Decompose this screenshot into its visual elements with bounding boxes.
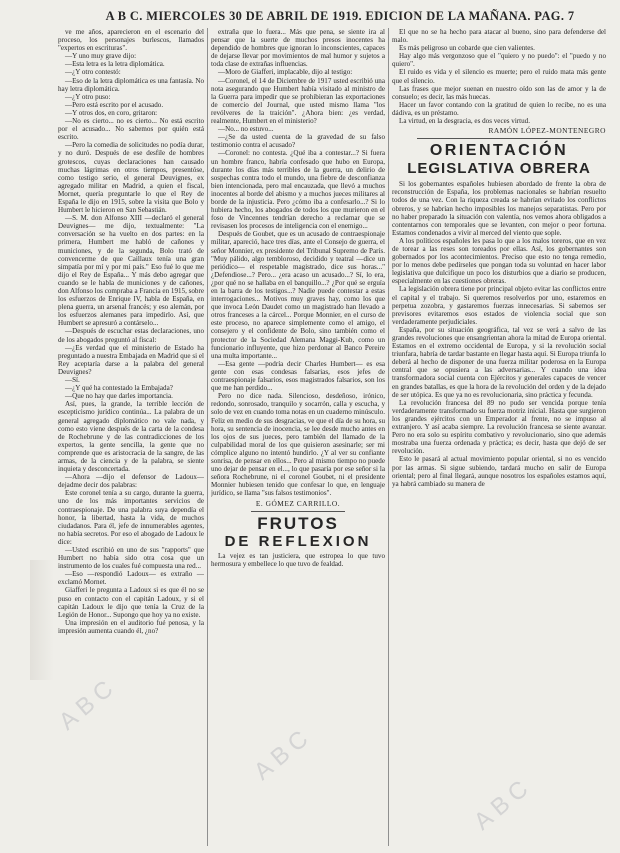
paragraph: España, por su situación geográfica, tal vez se verá a salvo de las grandes revoluciones que ensangrientan ahora la mitad de Europa oriental. Estamos en el extremo occidental de Europa, y si la revolución social triunfara, habría de tardar bastante en llegar hasta aquí. Si Europa triunfa lo deberá al hecho de disponer de una fuerza militar poderosa en la Europa central que se opusiera a las adversarias... Y cuando una idea transformadora social cuenta con Ejércitos y generales capaces de vencer en grandes batallas, es que la hora de la revolución del orden y de la dejado de ser utópica. Es que ya no es revolucionaria, sino práctica y fecunda. (392, 325, 606, 399)
paragraph: La legislación obrera tiene por principal objeto evitar las conflictos entre el capital y el trabajo. Si queremos resolverlos por uno, estaremos en perpetua zozobra, y gastaremos fuerzas innecesarias. Si sabemos ser previsores evitaremos esos estados de violencia social que son verdaderamente perjudiciales. (392, 285, 606, 326)
column-divider (207, 28, 208, 846)
aphorism: Las frases que mejor suenan en nuestro oído son las de amor y la de consuelo; es decir, las más huecas. (392, 84, 606, 101)
paragraph: —No... no estuvo... (218, 125, 274, 134)
section-subtitle: DE REFLEXION (224, 532, 372, 550)
paragraph: Así, pues, la grande, la terrible lección de escepticismo jurídico continúa... La palabra de un general agregado diplomático no vale nada, y como esto viene después de la carta de la condesa de Rochebrune y de las contradicciones de los expertos, la gente sencilla, la gente que no comprende que es aristocracia de la sangre, de las armas, de la ciencia y de la palabra, se siente inquieta y desconcertada. (58, 400, 204, 474)
column-divider (388, 28, 389, 846)
paragraph: Después de Goubet, que es un acusado de contraespionaje militar, apareció, hace tres días, ante el Consejo de guerra, el señor Monnier, ex presidente del Tribunal Supremo de París. "Muy pálido, algo tembloroso, decidido y teatral —dice un periódico— el respetable magistrado, dice sus horas..." ¿Defendiose...? Pero... ¿era acaso un acusado...? Sí, lo era, ¿por qué no se hallaba en el banquillo...? ¿Por qué se erguía en la barra de los testigos...? Nadie puede contestar a estas interrogaciones... Motivos muy graves hay, como los que que invoca León Daudet como un magistrado han llevado a otros franceses a la cárcel... Porque Monnier, en el curso de este proceso, no aparece simplemente como el amigo, el consejero y el confidente de Bolo, sino también como el protector de la Sociedad Alemana Maggi-Kub, como un funcionario influyente, que hizo perdonar al Banco Pereire una multa importante... (211, 230, 385, 360)
abc-watermark: ABC (468, 771, 538, 836)
paragraph: Una impresión en el auditorio fué penosa, y la impresión aumenta cuando él, ¿no? (58, 618, 204, 635)
paragraph: —Esa gente —podría decir Charles Humbert— es esa gente con esas condesas falsarias, esos jefes de contraespionaje falsarios, esos magistrados falsarios, son los que me han perdido... (211, 359, 385, 393)
paragraph: —Moro de Giafferi, implacable, dijo al testigo: (218, 68, 353, 77)
aphorism: Es más peligroso un cobarde que cien valientes. (399, 44, 535, 53)
paragraph: —¿Y otro contestó: (65, 68, 121, 77)
paragraph: extraña que lo fuera... Más que pena, se siente ira al pensar que la suerte de muchos presos inocentes ha dependido de hombres que ignoran lo inconscientes, capaces de dejarse llevar por movimientos de mal humor y sujetos a toda clase de extrañas influencias. (211, 28, 385, 69)
paragraph: —Pero la comedia de solicitudes no podía durar, y no duró. Después de ese desfile de hombres grotescos, cuyas declaraciones han causado muchas lágrimas en otros tiempos, presentóse, como testigo serio, el general Deuvignes, ex agregado militar en Madrid, a quien el fiscal, Mornet, quería preguntarle lo que el Rey de España le dijo en 1915, sobre la visita que Bolo y Humbert le hicieron en San Sebastián. (58, 141, 204, 215)
paragraph: Esto le pasará al actual movimiento popular oriental, si no es vencido por las armas. Si sigue subiendo, tardará mucho en salir de Europa oriental; pero al final llegará, aunque nosotros los españoles estamos aquí, ya habrá cambiado su manera de (392, 455, 606, 488)
paragraph: —Usted escribió en uno de sus "rapports" que Humbert no había sido otra cosa que un instrumento de los cuales fué compuesta una red... (58, 546, 204, 571)
paragraph: Si los gobernantes españoles hubiesen abordado de frente la obra de reconstrucción de España, los problemas nacionales se habrían resuelto todos de una vez. Con la riqueza creada se habrían evitado los conflictos obreros, y se habrían hecho imposibles los manejos separatistas. Pero por no haber preparado la situación con valentía, nos vemos ahora obligados a contentarnos con temporales que se levanten, con mejor o peor fortuna. Estamos condenados a vivir al merced del viento que sople. (392, 180, 606, 237)
paragraph: Pero no dice nada. Silencioso, desdeñoso, irónico, redondo, sonrosado, tranquilo y socarrón, calla y escucha, y solo de vez en cuando toma notas en un cuaderno minúsculo. Feliz en medio de sus desgracias, ve que el día de su hora, su hora, su sentencia de inocencia, se lee desde mucho antes en los ojos de sus jueces, pero también del llamado de la culpabilidad moral de los que quisieron asesinarle; ser mi cómplice alguno no intentó hundirlo. ¿Y al ver su confiante sonrisa, de pensar en ellos... Pero al mismo tiempo no puede uno dejar de pensar en el..., lo que pasaría por ese señor si la señora Rochebrune, ni el coronel Goubet, ni el presidente Monnier hubiesen tenido que confesar lo que, en lenguaje jurídico, se llama "sus falsos testimonios". (211, 392, 385, 498)
aphorism: El ruido es vida y el silencio es muerte; pero el ruido mata más gente que el silencio. (392, 68, 606, 85)
paragraph: —Pero está escrito por el acusado. (65, 100, 164, 109)
section-divider (417, 138, 581, 139)
paragraph: La revolución francesa del 89 no pudo ser vencida porque tenía verdaderamente transformado su fuerza motriz inicial. Hasta que surgieron los grandes ejércitos con un Emperador al frente, no se impuso al extranjero. Y así acaba siempre. La revolución francesa se siente avanzar. Pero no era solo su espíritu combativo y revolucionario, sino que además mostraba una fuerza ordenada y práctica; es decir, hasta que dejó de ser revolución. (392, 398, 606, 456)
paragraph: —Esta letra es la letra diplomática. (65, 60, 165, 69)
paper-stain (30, 560, 54, 680)
paragraph: —Y otros dos, en coro, gritaron: (65, 108, 158, 117)
paragraph: —¿Es verdad que el ministerio de Estado ha preguntado a nuestra Embajada en Madrid que si el Rey aceptaría darse a la palabra del general Deuvignes? (58, 343, 204, 376)
paragraph: —¿Se da usted cuenta de la gravedad de su falso testimonio contra el acusado? (211, 133, 385, 150)
paragraph: —Que no hay que darles importancia. (65, 392, 173, 401)
paragraph: —Coronel: no contesta. ¿Qué iba a contestar...? Si fuera un hombre franco, habría confesado que hubo en Europa, durante los días más terribles de la guerra, un delirio de sospechas contra todo el mundo, una fiebre de desconfianza bien intencionada, pero mal encauzada, que llevó a muchos inocentes al borde del abismo y a muchos jueces militares al borde de la injusticia. Pero ¿cómo iba a confesarlo...? Si lo hubiera hecho, los abogados de todos los que murieron en el foso de Vincennes tendrían derecho a reclamar que se revisasen los procesos de inteligencia con el enemigo... (211, 149, 385, 231)
paragraph: —Y uno muy grave dijo: (65, 52, 137, 61)
aphorism: La virtud, en la desgracia, es dos veces virtud. (399, 117, 530, 126)
paragraph: Giafferi le pregunta a Ladoux si es que él no se puso en contacto con el capitán Ladoux, y si el capitán Ladoux le dijo que tenía la Cruz de la Legión de Honor... Supongo que hoy ya no existe. (58, 586, 204, 619)
abc-watermark: ABC (53, 671, 123, 736)
section-title: FRUTOS (257, 513, 339, 533)
paragraph: ve me años, aparecieron en el escenario del proceso, los personajes burlescos, llamados "expertos en escrituras". (58, 28, 204, 53)
author-signature: E. GÓMEZ CARRILLO. (255, 499, 341, 509)
author-signature: RAMÓN LÓPEZ-MONTENEGRO (488, 126, 606, 136)
article-title-line-2: LEGISLATIVA OBRERA (407, 160, 591, 178)
aphorism: La vejez es tan justiciera, que estropea lo que tuvo hermosura y embellece lo que tuvo de fealdad. (211, 551, 385, 568)
page-header: A B C. MIERCOLES 30 DE ABRIL DE 1919. EDICION DE LA MAÑANA. PAG. 7 (105, 8, 575, 23)
paragraph: —S. M. don Alfonso XIII —declaró el general Deuvignes— me dijo, textualmente: "La conversación se ha vuelto en dos partes: en la primera, Humbert me habló de cañones y municiones, y de la segunda, Bolo trató de convencerme de que Caillaux tenía una gran simpatía por mí y por mi país." Eso fué lo que me dijo el Rey de España... Y más debo agregar que cuando se le habla de municiones y de cañones, don Alfonso los compraba a Francia en 1915, sobre los esfuerzos de Enrique IV, habla de España, en plena guerra, un arsenal francés; y eso alemán, por los esfuerzos alemanes para impedirlo. Así, que Humbert se apresuró a contárselo... (58, 214, 204, 328)
column-2 (211, 28, 385, 848)
aphorism: El que no se ha hecho para atacar al bueno, sino para defenderse del malo. (392, 28, 606, 45)
paragraph: —Después de escuchar estas declaraciones, uno de los abogados preguntó al fiscal: (58, 327, 204, 344)
paragraph: —¿Y qué ha contestado la Embajada? (65, 384, 173, 393)
paragraph: —¿Y otro puso: (65, 92, 111, 101)
paragraph: —Coronel, el 14 de Diciembre de 1917 usted escribió una nota asegurando que Humbert había visitado al ministro de la Guerra para impedir que se prohibieran las exportaciones de comercio del Journal, que usted mismo llama "los revólveres de la traición". ¿Ahora bien: ¿es verdad, realmente, Humbert en el ministerio? (211, 76, 385, 126)
paragraph: —No es cierto... no es cierto... No está escrito por el acusado... No sabemos por quién está escrito. (58, 117, 204, 142)
paragraph: A los políticos españoles les pasa lo que a los malos toreros, que en vez de torear a las reses son toreados por ellas. Así, los gobernantes son gobernados por los acontecimientos. Preciso que esto no tenga remedio, por lo menos debe pedírseles que pongan toda su voluntad en hacer labor legislativa que dulcifique un poco los disturbios que a diario se producen, especialmente en las cuestiones obreras. (392, 236, 606, 286)
aphorism: Hacer un favor contando con la gratitud de quien lo recibe, no es una dádiva, es un préstamo. (392, 100, 606, 117)
paragraph: —Eso —respondió Ladoux— es extraño —exclamó Mornet. (58, 570, 204, 587)
section-divider (251, 511, 345, 512)
aphorism: Hay algo más vergonzoso que el "quiero y no puedo": el "puedo y no quiero". (392, 52, 606, 69)
article-title: ORIENTACIÓN (429, 142, 569, 160)
column-1 (58, 28, 204, 848)
abc-watermark: ABC (248, 721, 318, 786)
paragraph: Este coronel tenía a su cargo, durante la guerra, uno de los más importantes servicios de contraespionaje. De una palabra suya dependía el honor, la libertad, hasta la vida, de muchos ciudadanos. Para él, jefe de innumerables agentes, no había secretos. Por eso el abogado de Ladoux le dice: (58, 489, 204, 546)
column-3 (392, 28, 606, 848)
paragraph: —Ahora —dijo el defensor de Ladoux— dejadme decir dos palabras: (58, 473, 204, 490)
paragraph: —Sí. (65, 376, 80, 385)
paragraph: —Eso de la letra diplomática es una fantasía. No hay letra diplomática. (58, 76, 204, 93)
